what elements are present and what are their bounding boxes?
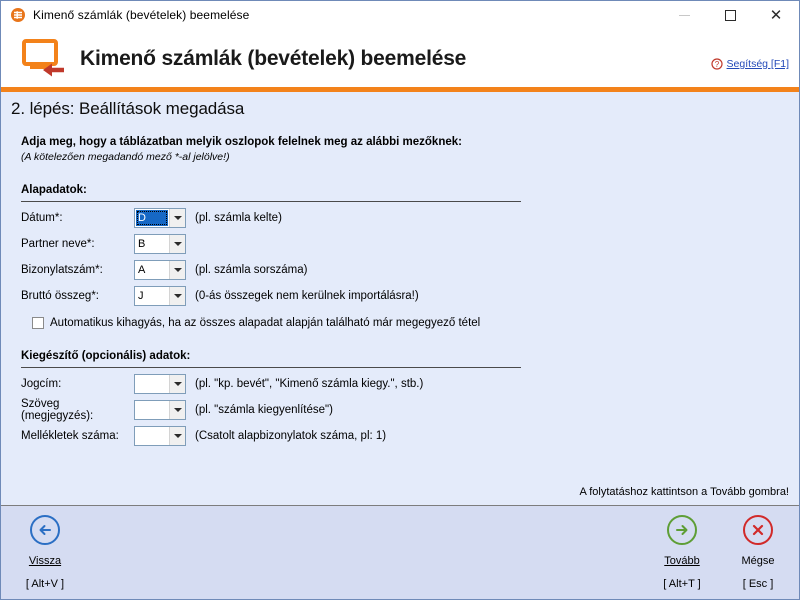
window-title: Kimenő számlák (bevételek) beemelése xyxy=(33,8,250,22)
field-hint-bizonylatszam: (pl. számla sorszáma) xyxy=(195,263,308,276)
section-header-alapadatok xyxy=(21,180,521,202)
field-row-partner xyxy=(21,233,789,254)
field-row-mellekletek xyxy=(21,425,789,446)
combo-brutto-value: J xyxy=(138,289,144,302)
cancel-button-shortcut: [ Esc ] xyxy=(742,578,774,590)
combo-datum[interactable] xyxy=(134,208,186,228)
arrow-left-circle-icon xyxy=(30,515,60,545)
field-row-jogcim xyxy=(21,373,789,394)
continue-hint: A folytatáshoz kattintson a Tovább gombra! xyxy=(579,486,789,498)
section-label: Alapadatok: xyxy=(21,184,87,196)
close-icon: ✕ xyxy=(769,6,783,24)
combo-mellekletek-value xyxy=(135,427,169,445)
field-hint-jogcim: (pl. "kp. bevét", "Kimenő számla kiegy.", stb.) xyxy=(195,377,424,390)
field-label-bizonylatszam: Bizonylatszám*: xyxy=(21,263,103,276)
intro-instruction: Adja meg, hogy a táblázatban melyik oszlopok felelnek meg az alábbi mezőknek: xyxy=(21,136,462,148)
field-row-szoveg xyxy=(21,399,789,420)
close-button[interactable] xyxy=(753,1,799,30)
field-label-brutto: Bruttó összeg*: xyxy=(21,289,99,302)
back-button-shortcut: [ Alt+V ] xyxy=(25,578,65,590)
help-question-icon xyxy=(711,58,723,70)
combo-bizonylatszam[interactable] xyxy=(134,260,186,280)
combo-mellekletek[interactable] xyxy=(134,426,186,446)
auto-skip-checkbox[interactable] xyxy=(32,317,44,329)
combo-jogcim[interactable] xyxy=(134,374,186,394)
section-label: Kiegészítő (opcionális) adatok: xyxy=(21,350,191,362)
minimize-icon xyxy=(679,15,690,16)
back-button[interactable] xyxy=(8,515,82,590)
combo-szoveg-value xyxy=(135,401,169,419)
maximize-icon xyxy=(725,10,736,21)
page-header xyxy=(1,30,799,87)
app-icon xyxy=(10,7,26,23)
chevron-down-icon[interactable] xyxy=(169,261,185,279)
combo-partner[interactable] xyxy=(134,234,186,254)
maximize-button[interactable] xyxy=(707,1,753,30)
field-label-jogcim: Jogcím: xyxy=(21,377,62,390)
help-link-label: Segítség [F1] xyxy=(726,58,789,70)
monitor-import-icon xyxy=(22,39,66,79)
x-circle-icon xyxy=(743,515,773,545)
section-header-kiegeszito xyxy=(21,346,521,368)
button-bar xyxy=(1,505,799,599)
field-label-partner: Partner neve*: xyxy=(21,237,95,250)
field-label-datum: Dátum*: xyxy=(21,211,63,224)
step-heading: 2. lépés: Beállítások megadása xyxy=(11,99,245,118)
next-button-label: Tovább xyxy=(664,555,700,567)
field-row-bizonylatszam xyxy=(21,259,789,280)
step-bar xyxy=(1,92,799,126)
chevron-down-icon[interactable] xyxy=(169,287,185,305)
auto-skip-label: Automatikus kihagyás, ha az összes alapadat alapján található már megegyező tétel xyxy=(50,317,481,329)
section-rule xyxy=(21,201,521,202)
back-button-label: Vissza xyxy=(28,555,62,567)
intro-note: (A kötelezően megadandó mező *-al jelölve!) xyxy=(21,151,230,163)
title-bar xyxy=(1,1,799,30)
next-button-shortcut: [ Alt+T ] xyxy=(663,578,701,590)
content-panel xyxy=(1,126,799,505)
field-label-mellekletek: Mellékletek száma: xyxy=(21,429,119,442)
auto-skip-checkbox-row[interactable] xyxy=(32,317,789,329)
chevron-down-icon[interactable] xyxy=(169,235,185,253)
section-rule xyxy=(21,367,521,368)
combo-bizonylatszam-value: A xyxy=(138,263,146,276)
field-hint-datum: (pl. számla kelte) xyxy=(195,211,282,224)
chevron-down-icon[interactable] xyxy=(169,375,185,393)
combo-datum-value: D xyxy=(136,210,168,226)
combo-jogcim-value xyxy=(135,375,169,393)
page-title: Kimenő számlák (bevételek) beemelése xyxy=(80,46,467,70)
field-label-szoveg: Szöveg (megjegyzés): xyxy=(21,397,94,422)
chevron-down-icon[interactable] xyxy=(169,401,185,419)
combo-szoveg[interactable] xyxy=(134,400,186,420)
svg-text:?: ? xyxy=(714,60,719,69)
minimize-button[interactable] xyxy=(661,1,707,30)
field-hint-brutto: (0-ás összegek nem kerülnek importálásra!) xyxy=(195,289,419,302)
cancel-button-label: Mégse xyxy=(741,555,775,567)
field-hint-mellekletek: (Csatolt alapbizonylatok száma, pl: 1) xyxy=(195,429,387,442)
field-hint-szoveg: (pl. "számla kiegyenlítése") xyxy=(195,403,333,416)
field-row-brutto xyxy=(21,285,789,306)
cancel-button[interactable] xyxy=(721,515,795,590)
help-link[interactable] xyxy=(711,58,789,70)
field-row-datum xyxy=(21,207,789,228)
combo-brutto[interactable] xyxy=(134,286,186,306)
combo-partner-value: B xyxy=(138,237,146,250)
arrow-right-circle-icon xyxy=(667,515,697,545)
chevron-down-icon[interactable] xyxy=(169,427,185,445)
chevron-down-icon[interactable] xyxy=(169,209,185,227)
next-button[interactable] xyxy=(645,515,719,590)
